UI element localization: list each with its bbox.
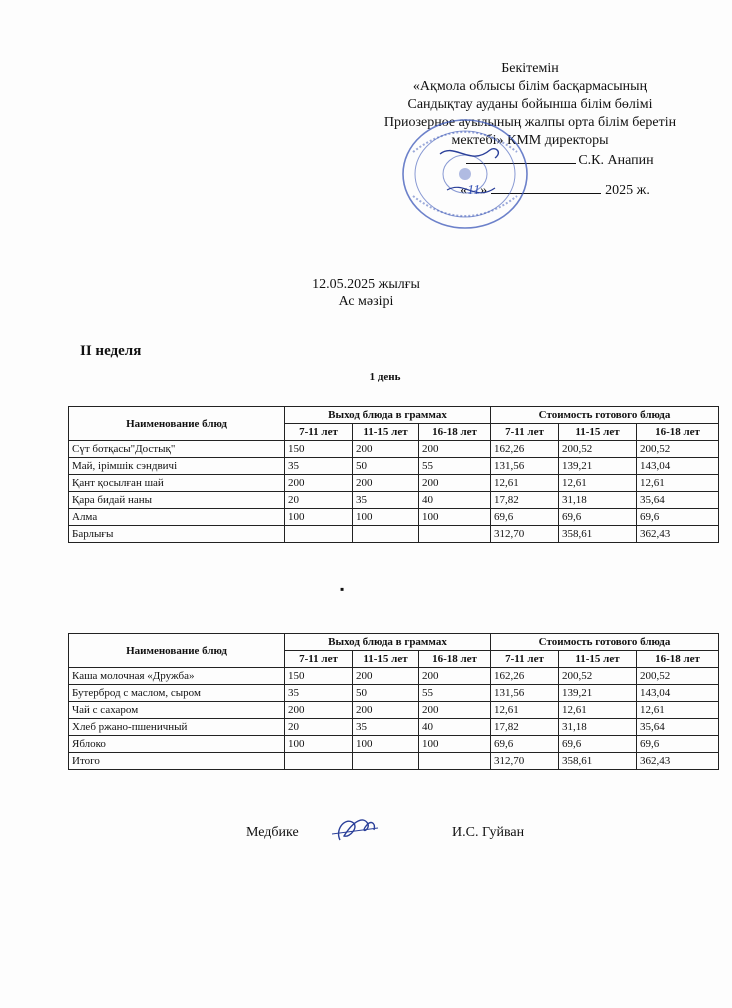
value-cell: 358,61 xyxy=(559,526,637,543)
value-cell: 12,61 xyxy=(559,702,637,719)
value-cell: 50 xyxy=(353,685,419,702)
table-row xyxy=(69,719,719,736)
value-cell xyxy=(285,526,353,543)
official-stamp-icon xyxy=(395,112,535,232)
header-yield: Выход блюда в граммах xyxy=(285,634,491,651)
header-age: 16-18 лет xyxy=(637,651,719,668)
value-cell: 358,61 xyxy=(559,753,637,770)
value-cell: 131,56 xyxy=(491,458,559,475)
header-cost: Стоимость готового блюда xyxy=(491,634,719,651)
header-age: 7-11 лет xyxy=(285,424,353,441)
menu-date: 12.05.2025 жылғы xyxy=(312,277,420,292)
value-cell: 17,82 xyxy=(491,719,559,736)
value-cell xyxy=(419,753,491,770)
signature-icon xyxy=(330,812,380,848)
value-cell: 69,6 xyxy=(637,509,719,526)
value-cell: 40 xyxy=(419,719,491,736)
value-cell: 200,52 xyxy=(559,441,637,458)
value-cell: 20 xyxy=(285,719,353,736)
nurse-name: И.С. Гуйван xyxy=(452,825,525,840)
table-row xyxy=(69,509,719,526)
header-yield: Выход блюда в граммах xyxy=(285,407,491,424)
value-cell: 362,43 xyxy=(637,526,719,543)
header-age: 7-11 лет xyxy=(491,424,559,441)
dish-name-cell: Яблоко xyxy=(69,736,285,753)
value-cell: 100 xyxy=(353,736,419,753)
nurse-role: Медбике xyxy=(246,825,299,840)
value-cell: 100 xyxy=(353,509,419,526)
value-cell: 100 xyxy=(419,736,491,753)
value-cell: 12,61 xyxy=(637,702,719,719)
header-age: 11-15 лет xyxy=(353,651,419,668)
header-age: 11-15 лет xyxy=(559,651,637,668)
header-age: 16-18 лет xyxy=(419,651,491,668)
value-cell: 69,6 xyxy=(559,509,637,526)
value-cell xyxy=(353,526,419,543)
dish-name-cell: Сүт ботқасы"Достық" xyxy=(69,441,285,458)
header-age: 11-15 лет xyxy=(559,424,637,441)
day-label: 1 день xyxy=(369,371,401,383)
table-row xyxy=(69,441,719,458)
approval-line: Сандықтау ауданы бойынша білім бөлімі xyxy=(407,97,653,112)
dish-name-cell: Қант қосылған шай xyxy=(69,475,285,492)
value-cell: 35 xyxy=(285,458,353,475)
value-cell xyxy=(285,753,353,770)
value-cell: 312,70 xyxy=(491,753,559,770)
value-cell: 17,82 xyxy=(491,492,559,509)
dish-name-cell: Бутерброд с маслом, сыром xyxy=(69,685,285,702)
value-cell: 50 xyxy=(353,458,419,475)
approval-title: Бекітемін xyxy=(501,61,559,76)
value-cell: 12,61 xyxy=(491,475,559,492)
value-cell: 35 xyxy=(353,719,419,736)
value-cell: 35 xyxy=(353,492,419,509)
value-cell: 100 xyxy=(285,736,353,753)
approval-line: «Ақмола облысы білім басқармасының xyxy=(412,79,648,94)
value-cell: 312,70 xyxy=(491,526,559,543)
director-name: С.К. Анапин xyxy=(578,153,654,168)
value-cell: 31,18 xyxy=(559,719,637,736)
value-cell: 139,21 xyxy=(559,458,637,475)
table-row xyxy=(69,753,719,770)
date-quote-open: « xyxy=(460,183,468,198)
dish-name-cell: Итого xyxy=(69,753,285,770)
table-row xyxy=(69,702,719,719)
value-cell: 35,64 xyxy=(637,492,719,509)
dish-name-cell: Хлеб ржано-пшеничный xyxy=(69,719,285,736)
value-cell: 162,26 xyxy=(491,441,559,458)
table-row xyxy=(69,526,719,543)
value-cell: 200 xyxy=(353,475,419,492)
value-cell: 362,43 xyxy=(637,753,719,770)
value-cell: 100 xyxy=(285,509,353,526)
value-cell: 31,18 xyxy=(559,492,637,509)
dish-name-cell: Барлығы xyxy=(69,526,285,543)
dish-name-cell: Чай с сахаром xyxy=(69,702,285,719)
dish-name-cell: Май, ірімшік сэндвичі xyxy=(69,458,285,475)
value-cell: 139,21 xyxy=(559,685,637,702)
table-row xyxy=(69,668,719,685)
menu-title: Ас мәзірі xyxy=(338,294,394,309)
separator-dot: ▪ xyxy=(340,582,345,596)
dish-name-cell: Алма xyxy=(69,509,285,526)
value-cell: 12,61 xyxy=(559,475,637,492)
value-cell: 100 xyxy=(419,509,491,526)
value-cell: 55 xyxy=(419,458,491,475)
value-cell: 200 xyxy=(419,441,491,458)
value-cell: 69,6 xyxy=(491,736,559,753)
value-cell: 150 xyxy=(285,668,353,685)
value-cell: 200,52 xyxy=(559,668,637,685)
dish-name-cell: Қара бидай наны xyxy=(69,492,285,509)
table-row xyxy=(69,458,719,475)
header-age: 16-18 лет xyxy=(419,424,491,441)
value-cell: 200 xyxy=(353,441,419,458)
value-cell: 12,61 xyxy=(491,702,559,719)
value-cell: 200 xyxy=(285,475,353,492)
value-cell: 200 xyxy=(353,702,419,719)
table-row xyxy=(69,736,719,753)
menu-table-russian xyxy=(68,633,719,770)
value-cell: 35 xyxy=(285,685,353,702)
header-age: 11-15 лет xyxy=(353,424,419,441)
value-cell: 200 xyxy=(419,702,491,719)
value-cell: 69,6 xyxy=(637,736,719,753)
value-cell: 40 xyxy=(419,492,491,509)
value-cell xyxy=(419,526,491,543)
dish-name-cell: Каша молочная «Дружба» xyxy=(69,668,285,685)
date-day: 11 xyxy=(467,183,481,198)
value-cell: 143,04 xyxy=(637,458,719,475)
table-row xyxy=(69,475,719,492)
value-cell: 162,26 xyxy=(491,668,559,685)
value-cell: 12,61 xyxy=(637,475,719,492)
value-cell: 150 xyxy=(285,441,353,458)
value-cell: 55 xyxy=(419,685,491,702)
value-cell: 69,6 xyxy=(559,736,637,753)
value-cell: 200 xyxy=(419,668,491,685)
value-cell: 143,04 xyxy=(637,685,719,702)
header-age: 7-11 лет xyxy=(285,651,353,668)
header-age: 16-18 лет xyxy=(637,424,719,441)
value-cell: 200,52 xyxy=(637,441,719,458)
value-cell: 200 xyxy=(285,702,353,719)
date-quote-close: » xyxy=(480,183,488,198)
value-cell: 200 xyxy=(353,668,419,685)
value-cell: 35,64 xyxy=(637,719,719,736)
header-dish-name: Наименование блюд xyxy=(69,407,285,441)
value-cell: 200,52 xyxy=(637,668,719,685)
value-cell: 131,56 xyxy=(491,685,559,702)
value-cell xyxy=(353,753,419,770)
header-cost: Стоимость готового блюда xyxy=(491,407,719,424)
date-year: 2025 ж. xyxy=(605,183,650,198)
value-cell: 200 xyxy=(419,475,491,492)
table-row xyxy=(69,492,719,509)
approval-line: мектебі» КММ директоры xyxy=(451,133,609,148)
approval-line: Приозерное ауылының жалпы орта білім беретін xyxy=(383,115,677,130)
week-label: II неделя xyxy=(80,343,142,359)
value-cell: 69,6 xyxy=(491,509,559,526)
menu-table-kazakh xyxy=(68,406,719,543)
header-age: 7-11 лет xyxy=(491,651,559,668)
header-dish-name: Наименование блюд xyxy=(69,634,285,668)
value-cell: 20 xyxy=(285,492,353,509)
table-row xyxy=(69,685,719,702)
